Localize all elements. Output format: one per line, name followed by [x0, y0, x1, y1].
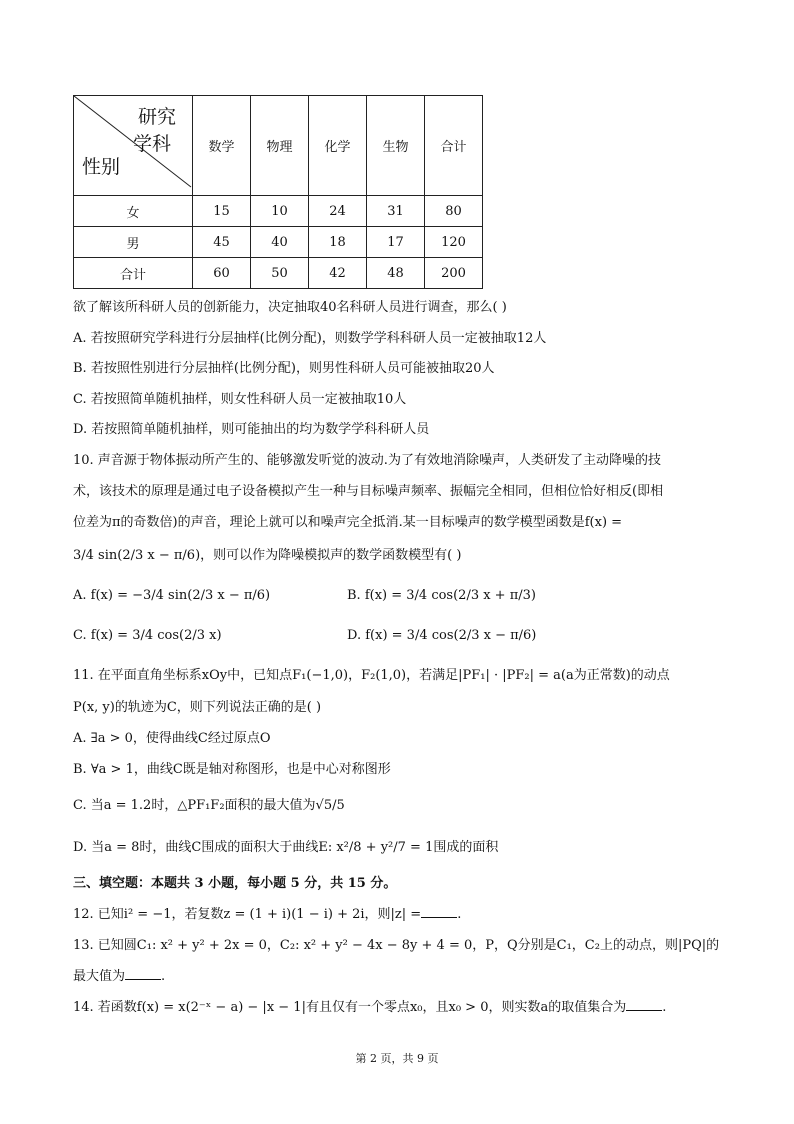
- table-header-diagonal-cell: [74, 96, 193, 196]
- header-research: 研究: [138, 106, 177, 128]
- q11-option-c: C. 当a = 1.2时，△PF₁F₂面积的最大值为√5/5: [73, 798, 345, 813]
- answer-blank: [125, 967, 161, 980]
- table-cell: 80: [425, 196, 483, 227]
- q12-text: 12. 已知i² = −1，若复数z = (1 + i)(1 − i) + 2i，则|z| = .: [73, 907, 462, 922]
- page-footer: 第 2 页，共 9 页: [355, 1052, 439, 1065]
- q11-line-1: 11. 在平面直角坐标系xOy中，已知点F₁(−1,0)，F₂(1,0)，若满足|PF₁| · |PF₂| = a(a为正常数)的动点: [73, 668, 670, 683]
- data-table: [73, 95, 483, 289]
- row-label: 合计: [74, 258, 193, 289]
- header-subject: 学科: [133, 133, 172, 155]
- table-cell: 42: [309, 258, 367, 289]
- q9-option-a: A. 若按照研究学科进行分层抽样(比例分配)，则数学学科科研人员一定被抽取12人: [73, 331, 547, 346]
- column-header: 数学: [193, 96, 251, 196]
- q12-stem: 12. 已知i² = −1，若复数z = (1 + i)(1 − i) + 2i，则|z| =: [73, 907, 422, 922]
- table-cell: 18: [309, 227, 367, 258]
- q10-line-3: 位差为π的奇数倍)的声音，理论上就可以和噪声完全抵消.某一目标噪声的数学模型函数是f(x) =: [73, 515, 623, 530]
- q9-stem: 欲了解该所科研人员的创新能力，决定抽取40名科研人员进行调查，那么( ): [73, 300, 507, 315]
- q14-text: 14. 若函数f(x) = x(2⁻ˣ − a) − |x − 1|有且仅有一个零点x₀，且x₀ > 0，则实数a的取值集合为 .: [73, 1000, 667, 1015]
- table-cell: 40: [251, 227, 309, 258]
- table-cell: 200: [425, 258, 483, 289]
- q13-stem-end: 最大值为: [73, 969, 126, 984]
- table-cell: 17: [367, 227, 425, 258]
- column-header: 物理: [251, 96, 309, 196]
- table-cell: 45: [193, 227, 251, 258]
- q11-option-a: A. ∃a > 0，使得曲线C经过原点O: [73, 731, 271, 746]
- column-header: 合计: [425, 96, 483, 196]
- table-cell: 50: [251, 258, 309, 289]
- q11-option-b: B. ∀a > 1，曲线C既是轴对称图形，也是中心对称图形: [73, 762, 391, 777]
- table-cell: 120: [425, 227, 483, 258]
- row-label: 男: [74, 227, 193, 258]
- table-cell: 31: [367, 196, 425, 227]
- q11-option-d: D. 当a = 8时，曲线C围成的面积大于曲线E: x²/8 + y²/7 = 1围成的面积: [73, 840, 499, 855]
- q10-option-c: C. f(x) = 3/4 cos(2/3 x): [73, 628, 222, 643]
- column-header: 生物: [367, 96, 425, 196]
- header-gender: 性别: [82, 156, 121, 178]
- section-heading: 三、填空题：本题共 3 小题，每小题 5 分，共 15 分。: [73, 876, 397, 891]
- q9-option-b: B. 若按照性别进行分层抽样(比例分配)，则男性科研人员可能被抽取20人: [73, 361, 495, 376]
- table-row: [74, 196, 483, 227]
- table-cell: 48: [367, 258, 425, 289]
- q10-line-4: 3/4 sin(2/3 x − π/6)，则可以作为降噪模拟声的数学函数模型有( ): [73, 548, 462, 563]
- column-header: 化学: [309, 96, 367, 196]
- q9-option-d: D. 若按照简单随机抽样，则可能抽出的均为数学学科科研人员: [73, 422, 430, 437]
- table-cell: 15: [193, 196, 251, 227]
- q14-stem: 14. 若函数f(x) = x(2⁻ˣ − a) − |x − 1|有且仅有一个零点x₀，且x₀ > 0，则实数a的取值集合为: [73, 1000, 627, 1015]
- table-row: [74, 227, 483, 258]
- table-row: [74, 258, 483, 289]
- q10-option-b: B. f(x) = 3/4 cos(2/3 x + π/3): [347, 588, 536, 603]
- answer-blank: [626, 998, 662, 1011]
- table-cell: 24: [309, 196, 367, 227]
- table-cell: 10: [251, 196, 309, 227]
- q13-line-2: 最大值为 .: [73, 969, 166, 984]
- q10-line-1: 10. 声音源于物体振动所产生的、能够激发听觉的波动.为了有效地消除噪声，人类研发了主动降噪的技: [73, 453, 661, 468]
- q11-line-2: P(x, y)的轨迹为C，则下列说法正确的是( ): [73, 700, 322, 715]
- q9-option-c: C. 若按照简单随机抽样，则女性科研人员一定被抽取10人: [73, 392, 407, 407]
- q10-option-a: A. f(x) = −3/4 sin(2/3 x − π/6): [73, 588, 271, 603]
- q13-line-1: 13. 已知圆C₁: x² + y² + 2x = 0，C₂: x² + y² − 4x − 8y + 4 = 0，P，Q分别是C₁，C₂上的动点，则|PQ|的: [73, 938, 720, 953]
- q10-option-d: D. f(x) = 3/4 cos(2/3 x − π/6): [347, 628, 537, 643]
- table-cell: 60: [193, 258, 251, 289]
- row-label: 女: [74, 196, 193, 227]
- q10-line-2: 术，该技术的原理是通过电子设备模拟产生一种与目标噪声频率、振幅完全相同，但相位恰好相反(即相: [73, 484, 664, 499]
- answer-blank: [421, 905, 457, 918]
